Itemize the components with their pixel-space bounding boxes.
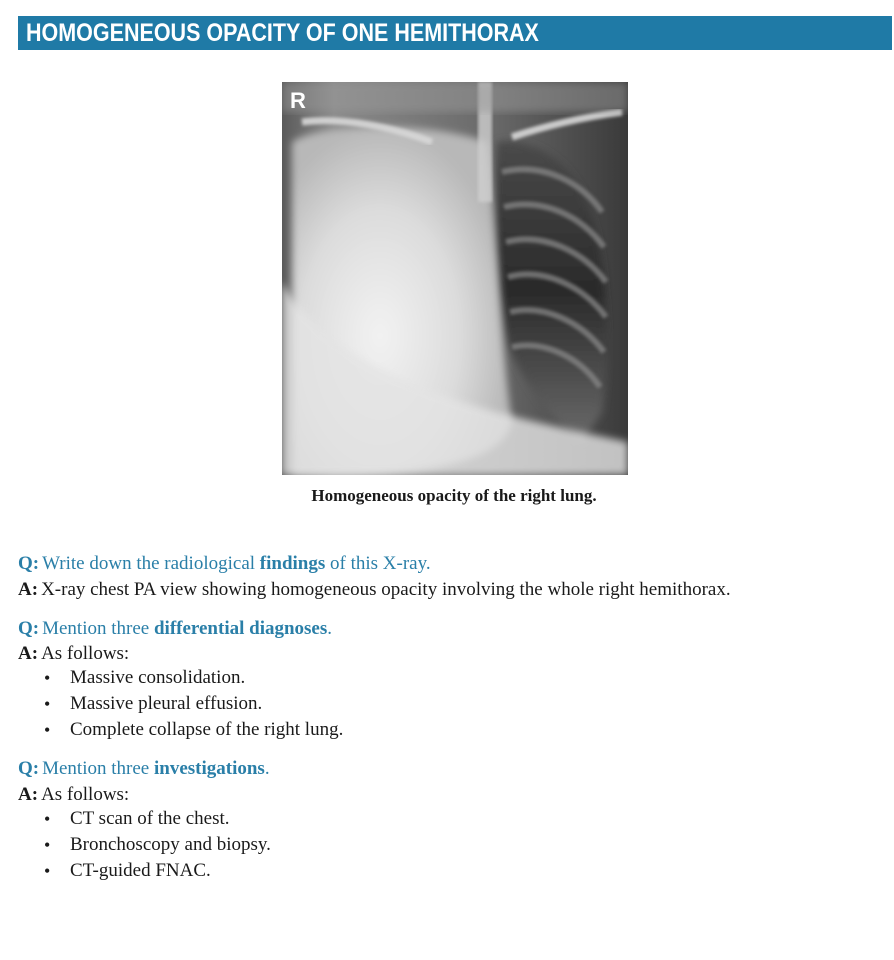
list-item: • Massive pleural effusion. [44, 691, 343, 717]
xray-marker: R [290, 88, 306, 113]
list-item: • Complete collapse of the right lung. [44, 717, 343, 743]
question-1: Q: Write down the radiological findings of this X-ray. [18, 553, 431, 574]
differential-diagnoses-list [44, 665, 343, 743]
page-title: HOMOGENEOUS OPACITY OF ONE HEMITHORAX [26, 19, 539, 47]
list-item: • Bronchoscopy and biopsy. [44, 832, 271, 858]
chest-xray-graphic [282, 82, 628, 475]
question-2: Q: Mention three differential diagnoses. [18, 618, 333, 639]
answer-2: A: As follows: [18, 643, 130, 664]
investigations-list [44, 806, 271, 884]
list-item: • CT-guided FNAC. [44, 858, 271, 884]
question-3: Q: Mention three investigations. [18, 758, 270, 779]
figure-caption: Homogeneous opacity of the right lung. [311, 486, 597, 505]
answer-1: A: X-ray chest PA view showing homogeneous opacity involving the whole right hemithorax. [18, 579, 731, 600]
answer-3: A: As follows: [18, 784, 130, 805]
header-bar [18, 16, 892, 50]
xray-image [282, 82, 628, 475]
list-item: • Massive consolidation. [44, 665, 343, 691]
list-item: • CT scan of the chest. [44, 806, 271, 832]
